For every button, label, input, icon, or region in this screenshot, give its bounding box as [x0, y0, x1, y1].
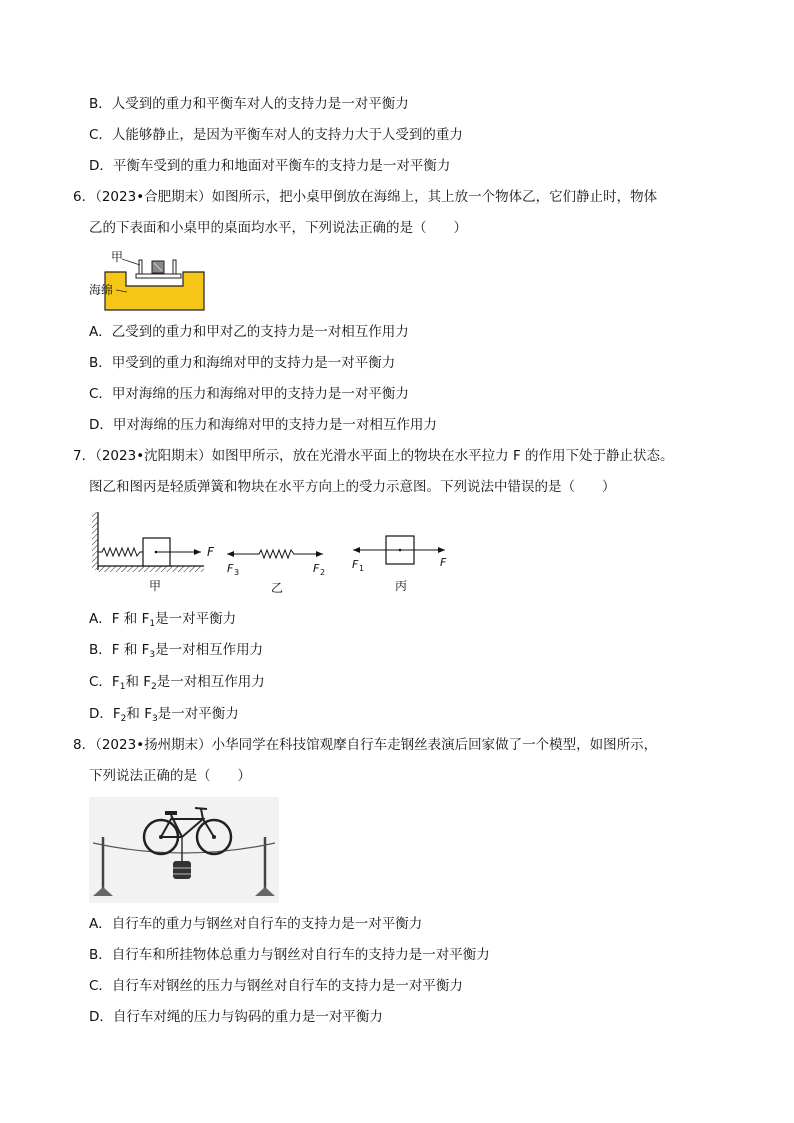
q7-figure-svg	[89, 508, 469, 600]
q8-option-a: A．自行车的重力与钢丝对自行车的支持力是一对平衡力	[89, 916, 423, 932]
label-F1: F	[352, 558, 359, 571]
label-F3: F	[227, 562, 234, 575]
q6-stem-line2: 乙的下表面和小桌甲的桌面均水平，下列说法正确的是（ ）	[89, 220, 467, 236]
spring-jia	[98, 548, 143, 556]
q7-d-sub1: 2	[120, 714, 127, 724]
q6-option-c: C．甲对海绵的压力和海绵对甲的支持力是一对平衡力	[89, 386, 409, 402]
q7-d-sub2: 3	[151, 714, 158, 724]
wall-hatch	[92, 512, 98, 570]
q8-figure-bicycle-photo	[89, 797, 279, 903]
q6-option-b: B．甲受到的重力和海绵对甲的支持力是一对平衡力	[89, 355, 396, 371]
label-F-jia: F	[207, 545, 214, 559]
label-F2: F	[313, 562, 320, 575]
q7-figure-forces	[89, 508, 469, 600]
q5-option-c: C．人能够静止，是因为平衡车对人的支持力大于人受到的重力	[89, 127, 463, 143]
q7-b-pre: B．F 和 F	[89, 642, 150, 658]
spring-yi	[255, 550, 297, 558]
q8-stem-line1: 8．（2023•扬州期末）小华同学在科技馆观摩自行车走钢丝表演后回家做了一个模型，如图所示，	[73, 737, 658, 753]
q8-stem-line2: 下列说法正确的是（ ）	[89, 768, 251, 784]
caption-jia: 甲	[149, 579, 162, 593]
hook-weight	[173, 861, 191, 879]
table-leg-right	[173, 260, 176, 274]
q7-b-sub: 3	[149, 650, 156, 660]
q7-c-mid: 和 F	[125, 674, 151, 690]
q7-option-b	[89, 640, 263, 662]
q5-option-b: B．人受到的重力和平衡车对人的支持力是一对平衡力	[89, 96, 409, 112]
q7-a-sub: 1	[149, 619, 156, 629]
q8-option-c: C．自行车对钢丝的压力与钢丝对自行车的支持力是一对平衡力	[89, 978, 463, 994]
q7-c-pre: C．F	[89, 674, 120, 690]
label-sponge: 海绵	[89, 283, 114, 297]
q7-a-post: 是一对平衡力	[155, 611, 237, 627]
q7-d-pre: D．F	[89, 706, 121, 722]
q6-figure-svg	[89, 248, 219, 316]
q7-option-d	[89, 704, 239, 726]
q7-c-sub1: 1	[119, 682, 126, 692]
q7-c-sub2: 2	[151, 682, 157, 692]
label-F-bing: F	[440, 556, 447, 569]
q6-stem-line1: 6．（2023•合肥期末）如图所示，把小桌甲倒放在海绵上，其上放一个物体乙，它们静止时，物体	[73, 189, 658, 205]
q6-figure-table-on-sponge	[89, 248, 219, 316]
label-F3-sub: 3	[234, 568, 240, 577]
q7-stem-line2: 图乙和图丙是轻质弹簧和物块在水平方向上的受力示意图。下列说法中错误的是（ ）	[89, 479, 616, 495]
q7-d-post: 是一对平衡力	[157, 706, 239, 722]
table-top	[136, 274, 181, 278]
caption-bing: 丙	[395, 579, 408, 593]
q6-option-a: A．乙受到的重力和甲对乙的支持力是一对相互作用力	[89, 324, 409, 340]
caption-yi: 乙	[271, 581, 284, 595]
label-F2-sub: 2	[320, 568, 326, 577]
q7-option-a	[89, 609, 236, 631]
floor-hatch	[98, 566, 204, 572]
label-jia: 甲	[111, 250, 124, 264]
table-leg-left	[139, 260, 142, 274]
bike-seat	[165, 811, 177, 815]
q7-option-c	[89, 672, 265, 694]
q8-option-d: D．自行车对绳的压力与钩码的重力是一对平衡力	[89, 1009, 383, 1025]
q7-stem-line1: 7．（2023•沈阳期末）如图甲所示，放在光滑水平面上的物块在水平拉力 F 的作用下处于静止状态。	[73, 448, 674, 464]
q7-d-mid: 和 F	[126, 706, 152, 722]
q7-c-post: 是一对相互作用力	[156, 674, 265, 690]
bike-handlebar	[195, 808, 207, 809]
q8-option-b: B．自行车和所挂物体总重力与钢丝对自行车的支持力是一对平衡力	[89, 947, 490, 963]
q6-option-d: D．甲对海绵的压力和海绵对甲的支持力是一对相互作用力	[89, 417, 437, 433]
q8-figure-svg	[89, 797, 279, 903]
leader-jia	[122, 259, 140, 265]
q5-option-d: D．平衡车受到的重力和地面对平衡车的支持力是一对平衡力	[89, 158, 451, 174]
q7-b-post: 是一对相互作用力	[155, 642, 264, 658]
q7-a-pre: A．F 和 F	[89, 611, 150, 627]
label-F1-sub: 1	[359, 564, 365, 573]
